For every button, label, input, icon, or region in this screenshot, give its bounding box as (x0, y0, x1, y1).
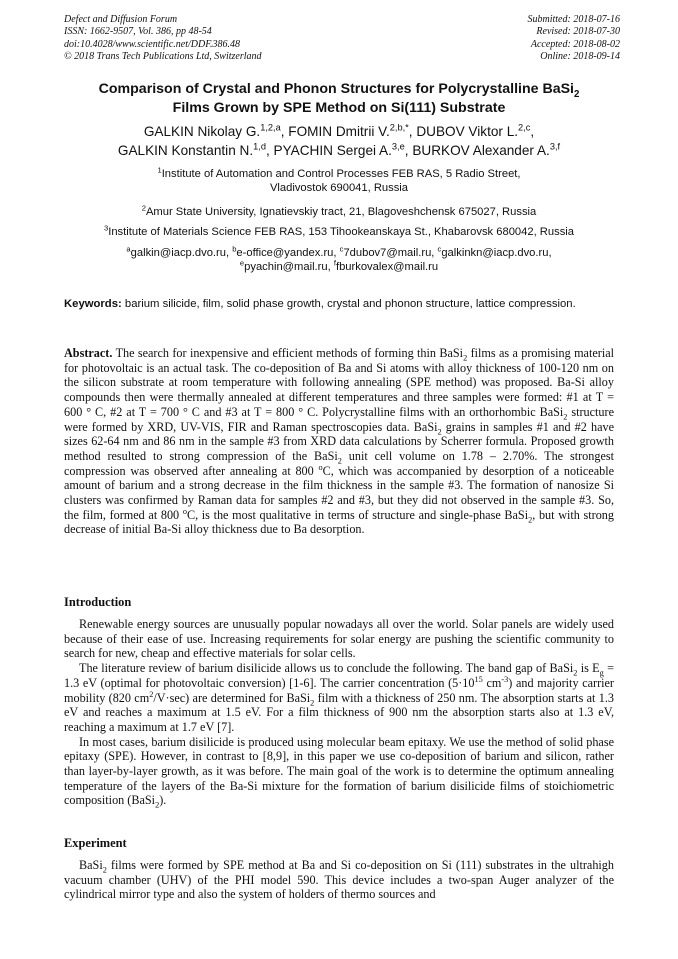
degree-mark: o (182, 506, 187, 516)
email-list: $^a$galkin@iacp.dvo.ru, $^b$e-office@yandex.ru, $^c$7dubov7@mail.ru, $^c$galkinkn@iacp.dvo.ru, $^e$pyachin@mail.ru, $^f$fburkovalex@mail.ru (126, 244, 552, 274)
publication-dates (400, 14, 620, 64)
date-accepted: Accepted: 2018-08-02 (530, 38, 620, 50)
journal-doi: doi:10.4028/www.scientific.net/DDF.386.48 (64, 38, 241, 50)
email-marker: e (239, 258, 245, 268)
subscript: 2 (310, 697, 315, 707)
email-link[interactable]: fburkovalex@mail.ru (335, 261, 439, 274)
affiliation-line: Amur State University, Ignatievskiy tract, 21, Blagoveshchensk 675027, Russia (145, 206, 537, 218)
author-affil-marker: 1,d (253, 141, 266, 152)
abstract-text: C, which was accompanied by desorption of a noticeable amount of barium and a strong decrease in the film thickness in the sample #3. The formation of nanosize Si clusters was confirmed by Raman data for samples #2 and #3, but they did not observed in the sample #3. So, the film, formed at 800 (64, 463, 614, 522)
paragraph-text: = 1.3 eV (optimal for photovoltaic conversion) [1-6]. The carrier concentration (5·10 (64, 661, 614, 690)
author-affil-marker: 3,f (549, 141, 561, 152)
author-affil-marker: 2,b,* (389, 122, 409, 133)
subscript: 2 (337, 456, 342, 466)
subscript: 2 (563, 412, 568, 422)
email-link[interactable]: galkin@iacp.dvo.ru (130, 247, 226, 259)
abstract-text: C, is the most qualitative in terms of structure and single-phase BaSi (186, 507, 529, 522)
title-subscript: 2 (574, 88, 580, 100)
affiliation-line: Vladivostok 690041, Russia (269, 182, 409, 195)
title-line-2: Films Grown by SPE Method on Si(111) Substrate (172, 99, 506, 116)
author-name: PYACHIN Sergei A. (273, 143, 392, 158)
affiliation-3 (50, 225, 628, 239)
affiliation-1 (50, 167, 628, 196)
affiliation-2 (50, 205, 628, 219)
date-online: Online: 2018-09-14 (540, 51, 620, 63)
paragraph-text: ) and majority carrier mobility (820 cm (64, 675, 614, 705)
abstract-text: structure were formed by XRD, UV-VIS, FIR and Raman spectroscopies data. BaSi (64, 404, 614, 434)
paragraph-text: In most cases, barium disilicide is produced using molecular beam epitaxy. We use the method of solid phase epitaxy (SPE). However, in contrast to [8,9], in this paper we use co-deposition of barium and silicon, rather than layer-by-layer growth, as it was before. The main goal of the work is to determine the optimum annealing temperature of the layers of the Ba-Si mixture for the formation of barium disilicide films of stoichiometric composition (BaSi (64, 734, 614, 808)
email-link[interactable]: 7dubov7@mail.ru (343, 247, 432, 259)
subscript: 2 (155, 800, 160, 810)
introduction-paragraph (64, 661, 614, 735)
paragraph-text: films were formed by SPE method at Ba and Si co-deposition on Si (111) substrates in the ultrahigh vacuum chamber (UHV) of the PHI model 590. This device includes a two-span Auger analyzer of the cylindrical mirror type and also the system of holders of thermo sources and (64, 858, 614, 902)
affiliation-marker: 2 (141, 203, 146, 213)
superscript: -3 (501, 674, 509, 684)
subscript: 2 (573, 668, 578, 678)
introduction-body (64, 617, 614, 808)
experiment-paragraph (64, 858, 614, 902)
introduction-paragraph: Renewable energy sources are unusually popular nowadays all over the world. Solar panels are widely used because of their ease of use. Increasing requirements for solar energy are pushing the scientific community to search for new, cheap and effective materials for solar cells. (64, 617, 614, 661)
title-line-1: Comparison of Crystal and Phonon Structures for Polycrystalline BaSi (98, 81, 574, 97)
abstract-label: Abstract. (64, 346, 113, 360)
author-name: BURKOV Alexander A. (412, 143, 550, 158)
introduction-heading: Introduction (64, 595, 132, 609)
abstract (64, 346, 614, 537)
email-link[interactable]: pyachin@mail.ru (244, 261, 328, 274)
email-link[interactable]: galkinkn@iacp.dvo.ru (441, 247, 549, 259)
abstract-text: , but with strong decrease of initial Ba-Si alloy thickness due to Ba desorption. (64, 507, 614, 537)
paragraph-text: BaSi (79, 858, 103, 872)
abstract-paragraph (64, 346, 614, 537)
keywords-label: Keywords: (64, 298, 122, 310)
journal-copyright: © 2018 Trans Tech Publications Ltd, Switzerland (64, 51, 262, 63)
email-marker: c (339, 244, 344, 254)
author-list: GALKIN Nikolay G.$^{1,2,a}$, FOMIN Dmitrii V.$^{2,b,*}$, DUBOV Viktor L.$^{2,c}$, GALKIN Konstantin N.$^{1,d}$, PYACHIN Sergei A.$^{3,e}$, BURKOV Alexander A.$^{3,f}$ (117, 122, 561, 158)
author-affil-marker: 1,2,a (260, 122, 281, 133)
email-marker: f (333, 258, 336, 268)
superscript: 15 (474, 674, 483, 684)
author-affil-marker: 3,e (391, 141, 405, 152)
paragraph-text: /V·sec) are determined for BaSi (153, 690, 311, 705)
paragraph-text: film with a thickness of 250 nm. The absorption starts at 1.3 eV and reaches a maximum at 1.5 eV. For a film thickness of 900 nm the absorption starts also at 1.3 eV, reaching a maximum at 1.7 eV [7]. (64, 690, 614, 734)
keywords-text: barium silicide, film, solid phase growth, crystal and phonon structure, lattice compression. (124, 298, 576, 310)
email-marker: b (232, 244, 237, 254)
paragraph-text: The literature review of barium disilicide allows us to conclude the following. The band gap of BaSi (79, 661, 574, 676)
paragraph-text: cm (482, 675, 502, 690)
experiment-body (64, 858, 614, 902)
subscript: 2 (528, 515, 533, 525)
introduction-paragraph (64, 735, 614, 809)
journal-name: Defect and Diffusion Forum (64, 14, 178, 25)
paragraph-text: ). (159, 793, 167, 808)
email-marker: c (437, 244, 442, 254)
date-revised: Revised: 2018-07-30 (536, 26, 620, 38)
degree-mark: o (318, 462, 323, 472)
subscript: 2 (463, 353, 468, 363)
keywords (64, 297, 614, 311)
author-name: GALKIN Nikolay G. (143, 124, 261, 139)
author-name: DUBOV Viktor L. (416, 124, 519, 139)
journal-info (64, 14, 364, 64)
author-name: GALKIN Konstantin N. (117, 143, 254, 158)
paragraph-text: is E (577, 661, 600, 676)
abstract-text: The search for inexpensive and efficient methods of forming thin BaSi (115, 346, 464, 360)
email-marker: a (126, 244, 131, 254)
author-affil-marker: 2,c (518, 122, 531, 133)
affiliation-marker: 3 (103, 223, 109, 233)
experiment-heading: Experiment (64, 836, 127, 850)
affiliation-line: Institute of Automation and Control Processes FEB RAS, 5 Radio Street, (161, 168, 521, 180)
abstract-text: films as a promising material for photovoltaic is an actual task. The co-deposition of Ba and Si atoms with alloy thickness of 100-120 nm on the silicon substrate at room temperature with following annealing (SPE method) was proposed. Ba-Si alloy compounds then were thermally annealed at different temperatures and three samples were formed: #1 at T = 600 ° C, #2 at T = 700 ° C and #3 at T = 800 ° C. Polycrystalline films with an orthorhombic BaSi (64, 346, 614, 419)
paper-title (40, 80, 638, 117)
author-name: FOMIN Dmitrii V. (288, 124, 390, 139)
subscript: g (599, 668, 604, 678)
abstract-text: unit cell volume on 1.78 – 2.70%. The strongest compression was observed after annealing at 800 (64, 448, 614, 478)
subscript: 2 (437, 426, 442, 436)
abstract-text: grains in samples #1 and #2 have sizes 62-64 nm and 86 nm in the sample #3 from XRD data calculations by Scherrer formula. Proposed growth method resulted to strong compression of the BaSi (64, 419, 614, 463)
subscript: 2 (102, 865, 107, 875)
affiliation-marker: 1 (157, 165, 162, 175)
journal-issn: ISSN: 1662-9507, Vol. 386, pp 48-54 (64, 26, 212, 38)
superscript: 2 (149, 689, 154, 699)
affiliation-line: Institute of Materials Science FEB RAS, 153 Tihookeanskaya St., Khabarovsk 680042, Russia (108, 226, 574, 238)
date-submitted: Submitted: 2018-07-16 (527, 14, 620, 25)
email-link[interactable]: e-office@yandex.ru (236, 247, 334, 259)
